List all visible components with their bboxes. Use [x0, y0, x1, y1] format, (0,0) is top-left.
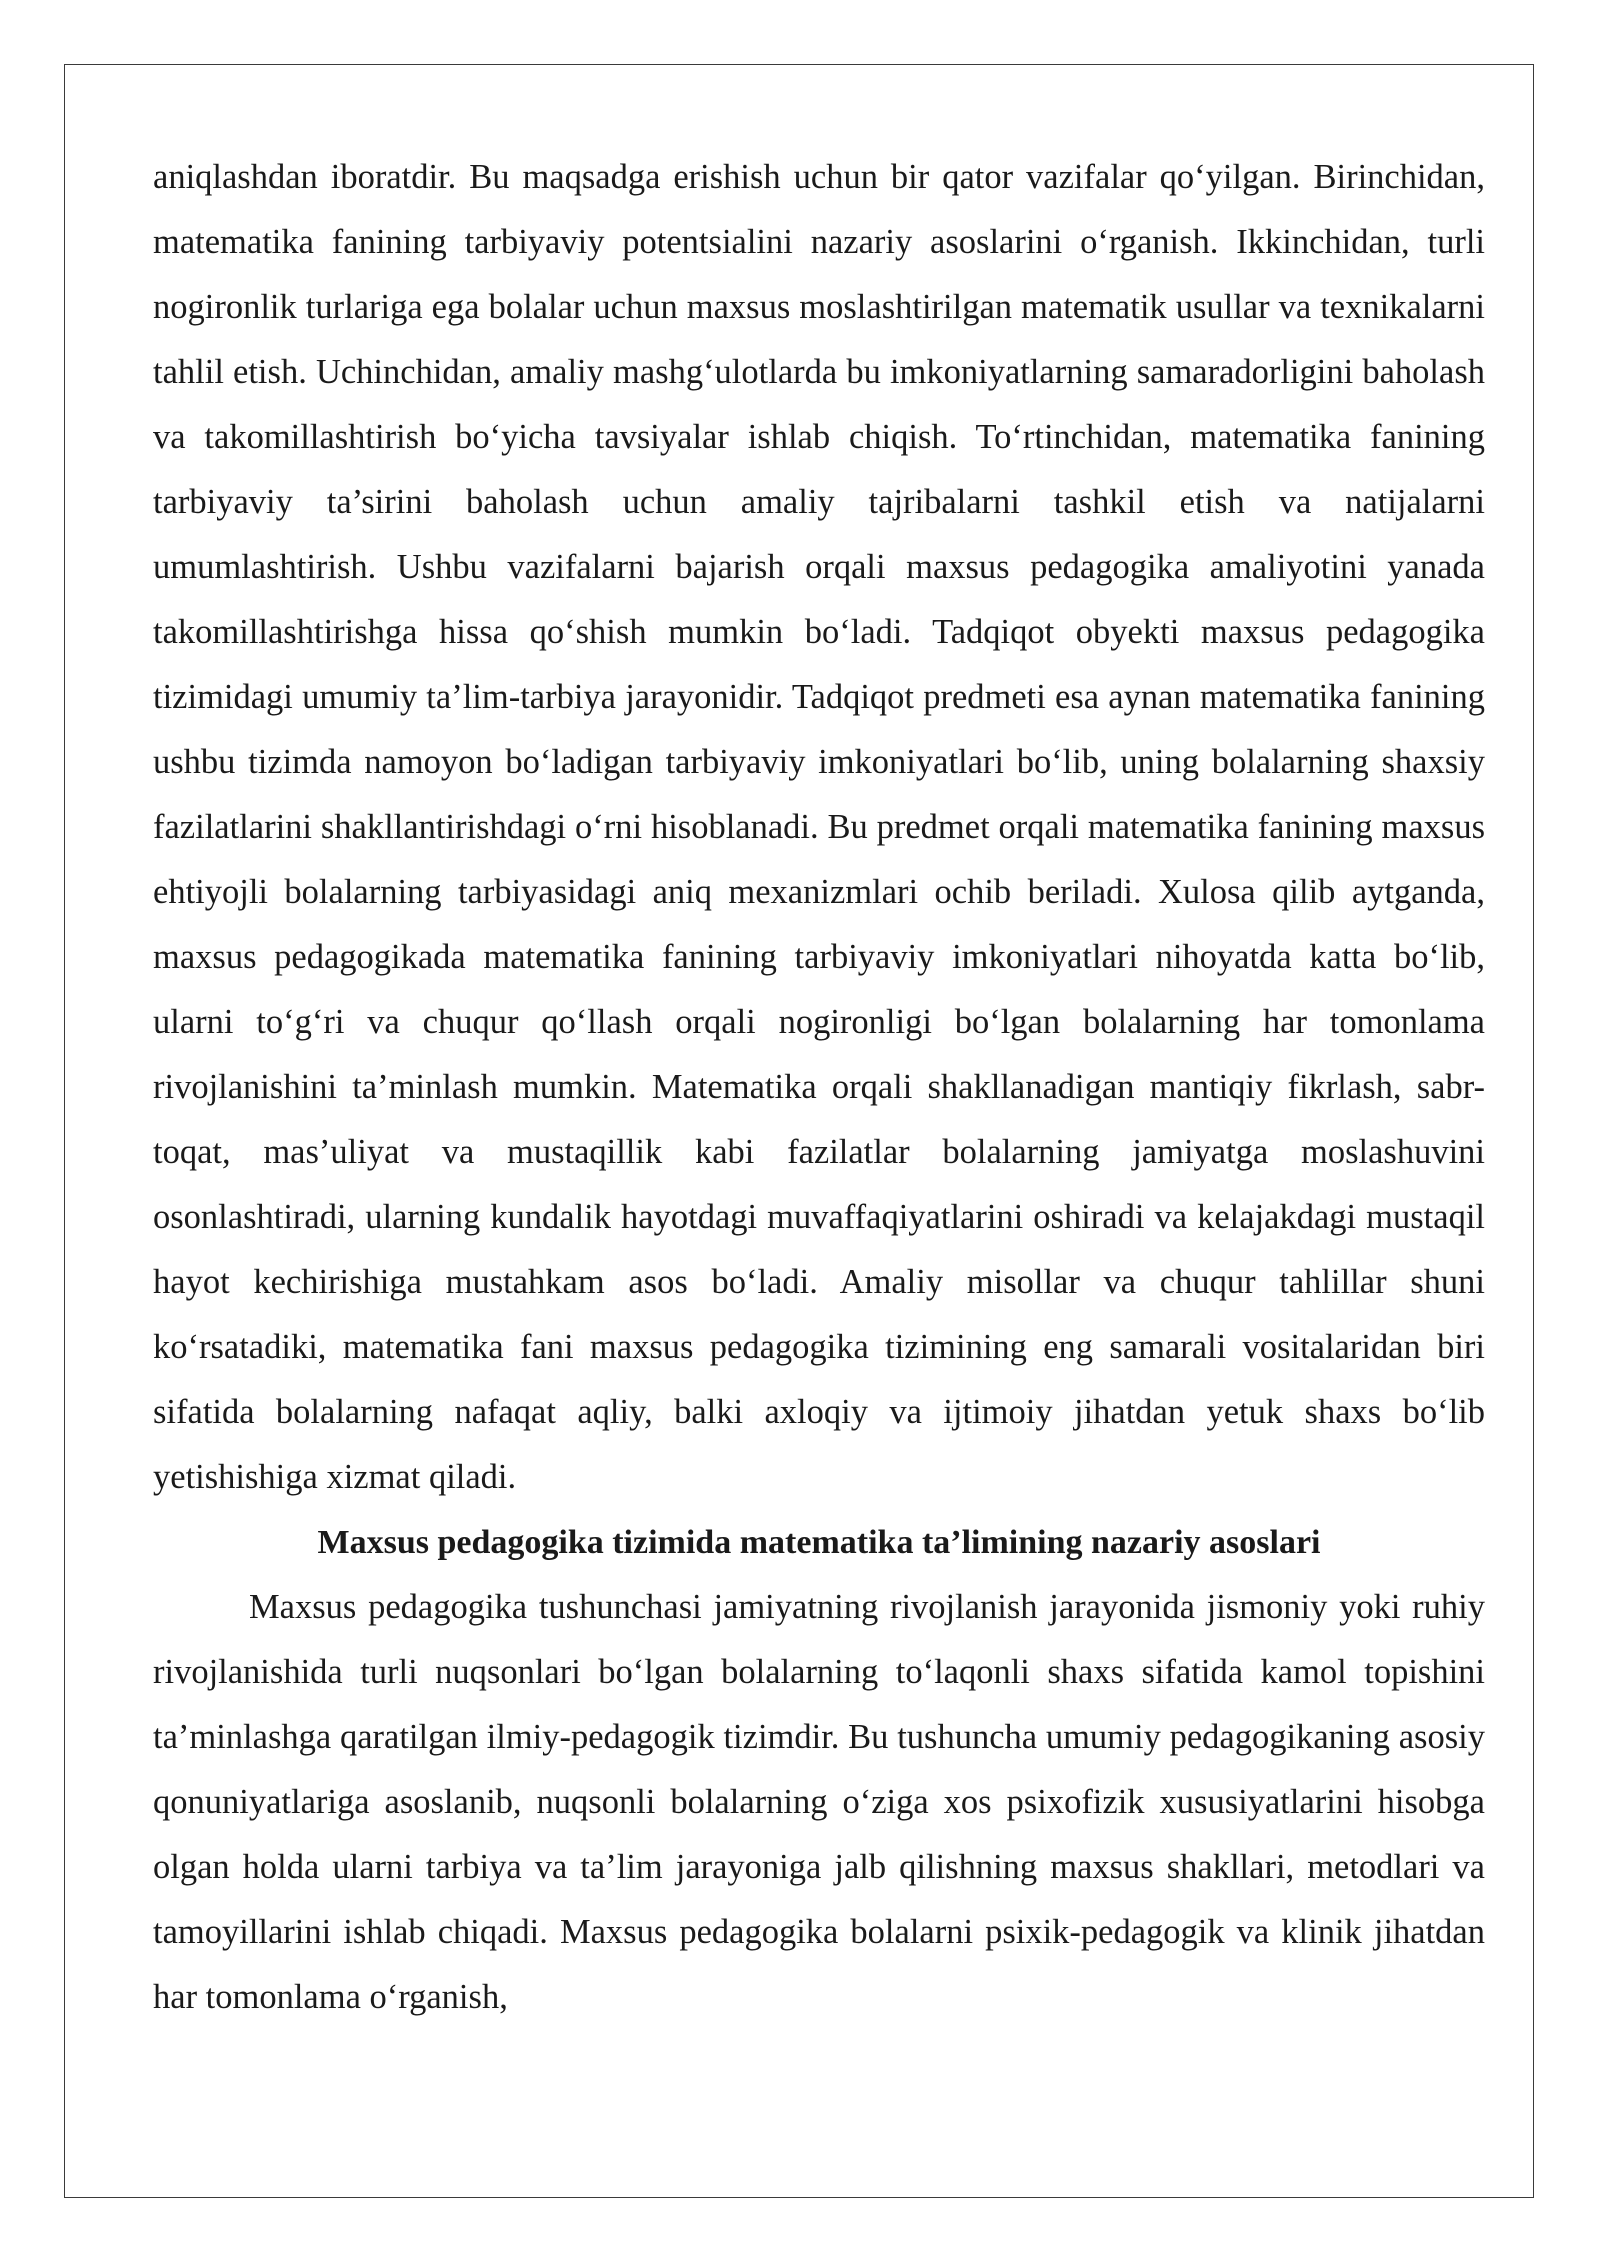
body-paragraph: Maxsus pedagogika tushunchasi jamiyatning rivojlanish jarayonida jismoniy yoki ruhiy rivojlanishida turli nuqsonlari bo‘lgan bolalarning to‘laqonli shaxs sifatida kamol topishini ta’minlashga qaratilgan ilmiy-pedagogik tizimdir. Bu tushuncha umumiy pedagogikaning asosiy qonuniyatlariga asoslanib, nuqsonli bolalarning o‘ziga xos psixofizik xususiyatlarini hisobga olgan holda ularni tarbiya va ta’lim jarayoniga jalb qilishning maxsus shakllari, metodlari va tamoyillarini ishlab chiqadi. Maxsus pedagogika bolalarni psixik-pedagogik va klinik jihatdan har tomonlama o‘rganish,: [153, 1588, 1485, 2016]
body-paragraph: aniqlashdan iboratdir. Bu maqsadga erishish uchun bir qator vazifalar qo‘yilgan. Birinchidan, matematika fanining tarbiyaviy potentsialini nazariy asoslarini o‘rganish. Ikkinchidan, turli nogironlik turlariga ega bolalar uchun maxsus moslashtirilgan matematik usullar va texnikalarni tahlil etish. Uchinchidan, amaliy mashg‘ulotlarda bu imkoniyatlarning samaradorligini baholash va takomillashtirish bo‘yicha tavsiyalar ishlab chiqish. To‘rtinchidan, matematika fanining tarbiyaviy ta’sirini baholash uchun amaliy tajribalarni tashkil etish va natijalarni umumlashtirish. Ushbu vazifalarni bajarish orqali maxsus pedagogika amaliyotini yanada takomillashtirishga hissa qo‘shish mumkin bo‘ladi. Tadqiqot obyekti maxsus pedagogika tizimidagi umumiy ta’lim-tarbiya jarayonidir. Tadqiqot predmeti esa aynan matematika fanining ushbu tizimda namoyon bo‘ladigan tarbiyaviy imkoniyatlari bo‘lib, uning bolalarning shaxsiy fazilatlarini shakllantirishdagi o‘rni hisoblanadi. Bu predmet orqali matematika fanining maxsus ehtiyojli bolalarning tarbiyasidagi aniq mexanizmlari ochib beriladi. Xulosa qilib aytganda, maxsus pedagogikada matematika fanining tarbiyaviy imkoniyatlari nihoyatda katta bo‘lib, ularni to‘g‘ri va chuqur qo‘llash orqali nogironligi bo‘lgan bolalarning har tomonlama rivojlanishini ta’minlash mumkin. Matematika orqali shakllanadigan mantiqiy fikrlash, sabr-toqat, mas’uliyat va mustaqillik kabi fazilatlar bolalarning jamiyatga moslashuvini osonlashtiradi, ularning kundalik hayotdagi muvaffaqiyatlarini oshiradi va kelajakdagi mustaqil hayot kechirishiga mustahkam asos bo‘ladi. Amaliy misollar va chuqur tahlillar shuni ko‘rsatadiki, matematika fani maxsus pedagogika tizimining eng samarali vositalaridan biri sifatida bolalarning nafaqat aqliy, balki axloqiy va ijtimoiy jihatdan yetuk shaxs bo‘lib yetishishiga xizmat qiladi.: [153, 158, 1485, 1496]
document-body: [153, 145, 1485, 2030]
section-heading: Maxsus pedagogika tizimida matematika ta’limining nazariy asoslari: [317, 1524, 1321, 1561]
